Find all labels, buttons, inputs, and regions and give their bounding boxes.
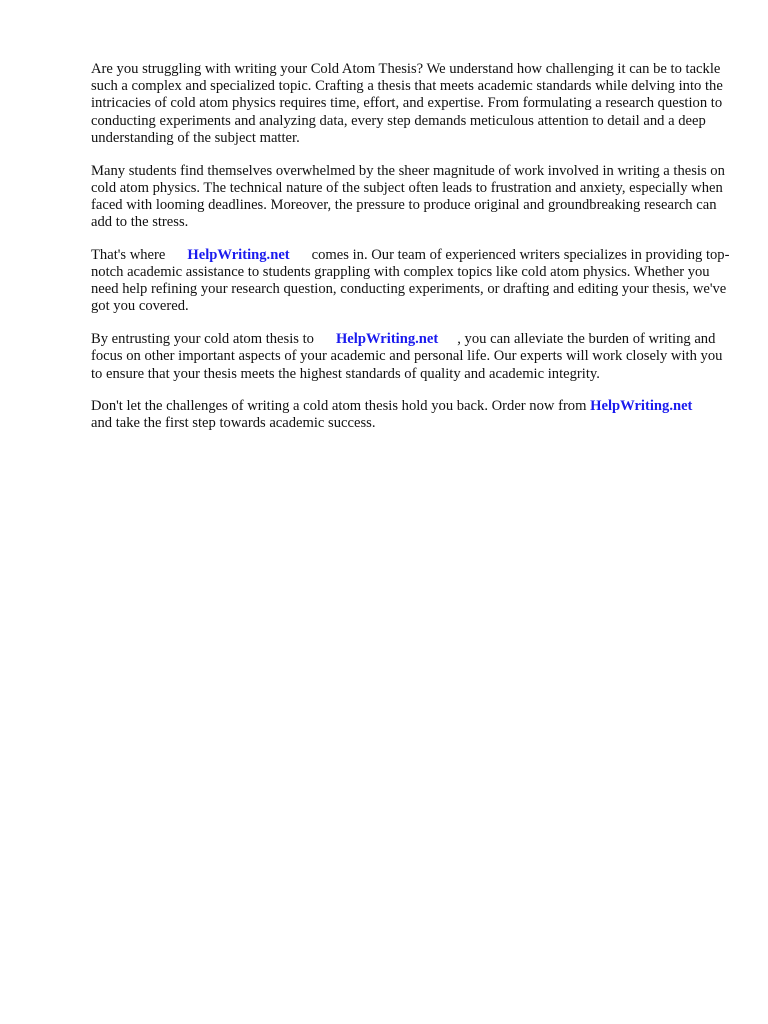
paragraph-entrust-rest: , you can alleviate the burden of writing and focus on other important aspects of your academic and personal life. Our experts will work closely with you to ensure that your thesis meets the highest standards of quality and academic integrity. xyxy=(91,331,723,382)
paragraph-service-rest: comes in. Our team of experienced writers specializes in providing top-notch academic assistance to students grappling with complex topics like cold atom physics. Whether you need help refining your research question, conducting experiments, or drafting and editing your thesis, we've got you covered. xyxy=(91,246,730,315)
paragraph-intro: Are you struggling with writing your Cold Atom Thesis? We understand how challenging it can be to tackle such a complex and specialized topic. Crafting a thesis that meets academic standards while delving into the intricacies of cold atom physics requires time, effort, and expertise. From formulating a research question to conducting experiments and analyzing data, every step demands meticulous attention to detail and a deep understanding of the subject matter. xyxy=(91,61,723,146)
helpwriting-link[interactable]: HelpWriting.net xyxy=(187,246,290,263)
document-body xyxy=(91,61,731,448)
paragraph-challenges: Many students find themselves overwhelmed by the sheer magnitude of work involved in writing a thesis on cold atom physics. The technical nature of the subject often leads to frustration and anxiety, especially when faced with looming deadlines. Moreover, the pressure to produce original and groundbreaking research can add to the stress. xyxy=(91,162,725,231)
paragraph-entrust-lead: By entrusting your cold atom thesis to xyxy=(91,331,314,348)
paragraph-entrust xyxy=(91,331,731,383)
paragraph-closing-rest: and take the first step towards academic success. xyxy=(91,415,376,432)
paragraph-service xyxy=(91,247,731,316)
paragraph-service-lead: That's where xyxy=(91,246,166,263)
helpwriting-link[interactable]: HelpWriting.net xyxy=(335,331,439,348)
helpwriting-link[interactable]: HelpWriting.net xyxy=(590,398,693,415)
paragraph-closing xyxy=(91,398,731,432)
paragraph-closing-lead: Don't let the challenges of writing a cold atom thesis hold you back. Order now from xyxy=(91,398,587,415)
